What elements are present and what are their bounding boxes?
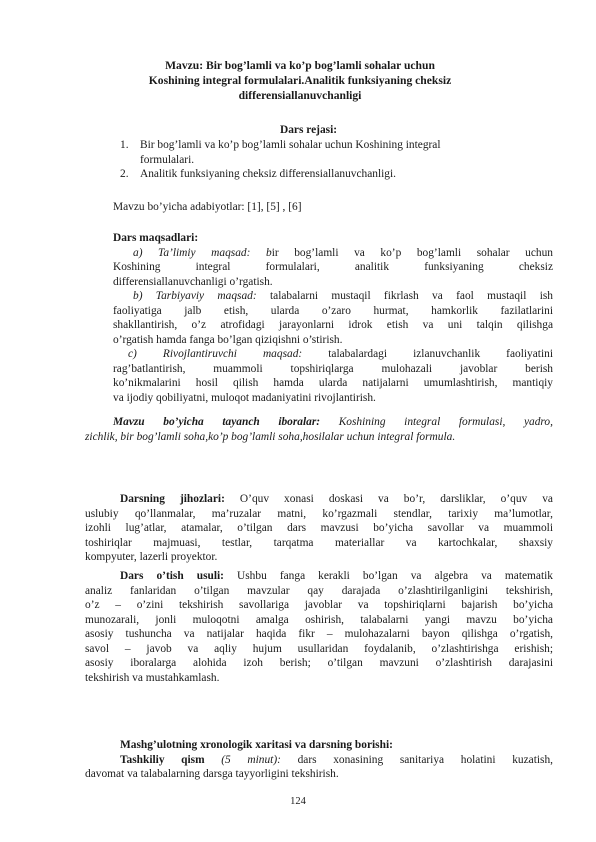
method-line: analiz fanlaridan o’tilgan mavzular qay darajada o’zlashtirilganligini tekshirish, [85, 584, 553, 597]
goal-b-line: o’rgatish hamda fanga bo’lgan qiziqishni o’stirish. [113, 333, 343, 346]
plan-item-2 [120, 167, 520, 182]
chronology-section [85, 738, 553, 782]
equipment-section [85, 492, 553, 565]
plan-item-text: Analitik funksiyaning cheksiz differensiallanuvchanligi. [140, 168, 397, 180]
keywords-line: zichlik, bir bog’lamli soha,ko’p bog’lamli soha,hosilalar uchun integral formula. [85, 430, 456, 443]
page-number: 124 [290, 796, 306, 807]
title-line-2: Koshining integral formulalari.Analitik funksiyaning cheksiz [148, 74, 452, 87]
plan-heading: Dars rejasi: [280, 124, 338, 136]
method-line: asosiy tushuncha va natijalar haqida fikr – mulohazalarni bayon qilishga o’rgatish, [85, 628, 553, 640]
goal-b-line: faoliyatiga jalb etish, ularda o’zaro hurmat, hamkorlik fazilatlarini [113, 304, 553, 317]
goal-b-line: shakllantirish, o’z atrofidagi jarayonlarni idrok etish va uni talqin qilishga [113, 319, 553, 331]
title-line-3: differensiallanuvchanligi [238, 89, 362, 102]
goal-a-line: a) Ta’limiy maqsad: bir bog’lamli va ko’p bog’lamli sohalar uchun [133, 246, 554, 259]
plan-item-text-cont: formulalari. [140, 153, 195, 166]
method-line: munozarali, jonli muloqotni amalga oshirish, talabalarni yangi mavzu bo’yicha [85, 613, 553, 626]
keywords-section [85, 415, 553, 444]
method-line: Dars o’tish usuli: Ushbu fanga kerakli bo’lgan va algebra va matematik [120, 570, 553, 582]
goal-a-line: Koshining integral formulalari, analitik funksiyaning cheksiz [113, 261, 553, 273]
method-section [85, 569, 553, 685]
chronology-line: davomat va talabalarning darsga tayyorligini tekshirish. [85, 768, 339, 780]
equipment-line: izohli lug’atlar, atamalar, o’tilgan dars mavzusi bo’yicha savollar va muammoli [85, 522, 553, 534]
plan-item-text: Bir bog’lamli va ko’p bog’lamli sohalar uchun Koshining integral [140, 139, 441, 151]
chronology-heading: Mashg’ulotning xronologik xaritasi va darsning borishi: [120, 739, 393, 751]
goal-c-line: rag’batlantirish, muammoli topshiriqlarga mulohazali javoblar berish [113, 362, 553, 375]
goal-c-line: ko’nikmalarini hosil qilish hamda ularda natijalarni umumlashtirish, mantiqiy [113, 377, 553, 389]
goal-c-line: va ijodiy qobiliyatni, muloqot madaniyatini rivojlantirish. [113, 391, 376, 404]
keywords-line: Mavzu bo’yicha tayanch iboralar: Koshining integral formulasi, yadro, [113, 416, 553, 428]
method-line: savol – javob va aqliy hujum usullaridan foydalanib, o’zlashtirishga erishish; [85, 642, 553, 655]
goal-b-line: b) Tarbiyaviy maqsad: talabalarni mustaqil fikrlash va faol mustaqil ish [133, 290, 553, 302]
method-line: o’z – o’zini tekshirish savollariga javoblar va topshiriqlarni bajarish bo’yicha [85, 599, 553, 611]
equipment-line: uslubiy qo’llanmalar, ma’ruzalar matni, ko’rgazmali stendlar, tarixiy ma’lumotlar, [85, 507, 553, 520]
title-line-1: Mavzu: Bir bog’lamli va ko’p bog’lamli sohalar uchun [165, 59, 435, 72]
lesson-plan-list [120, 138, 520, 182]
plan-item-1 [120, 138, 520, 167]
method-line: asosiy iboralarga alohida izoh berish; o’tilgan mavzuni o’zlashtirish darajasini [85, 657, 553, 669]
plan-item-number: 1. [120, 139, 129, 151]
literature-line: Mavzu bo’yicha adabiyotlar: [1], [5] , [6] [113, 201, 302, 213]
lesson-title [100, 58, 500, 103]
goals-heading: Dars maqsadlari: [113, 232, 199, 244]
equipment-line: kompyuter, lazerli proyektor. [85, 551, 218, 563]
equipment-line: toshiriqlar majmuasi, testlar, tarqatma materiallar va kartochkalar, shaxsiy [85, 536, 553, 549]
equipment-line: Darsning jihozlari: O’quv xonasi doskasi va bo’r, darsliklar, o’quv va [120, 493, 553, 505]
chronology-line: Tashkiliy qism (5 minut): dars xonasining sanitariya holatini kuzatish, [120, 753, 553, 766]
method-line: tekshirish va mustahkamlash. [85, 671, 220, 684]
goals-section [113, 231, 553, 405]
plan-item-number: 2. [120, 168, 129, 180]
goal-a-line: differensiallanuvchanligi o’rgatish. [113, 275, 273, 288]
goal-c-line: c) Rivojlantiruvchi maqsad: talabalardagi izlanuvchanlik faoliyatini [128, 348, 553, 360]
